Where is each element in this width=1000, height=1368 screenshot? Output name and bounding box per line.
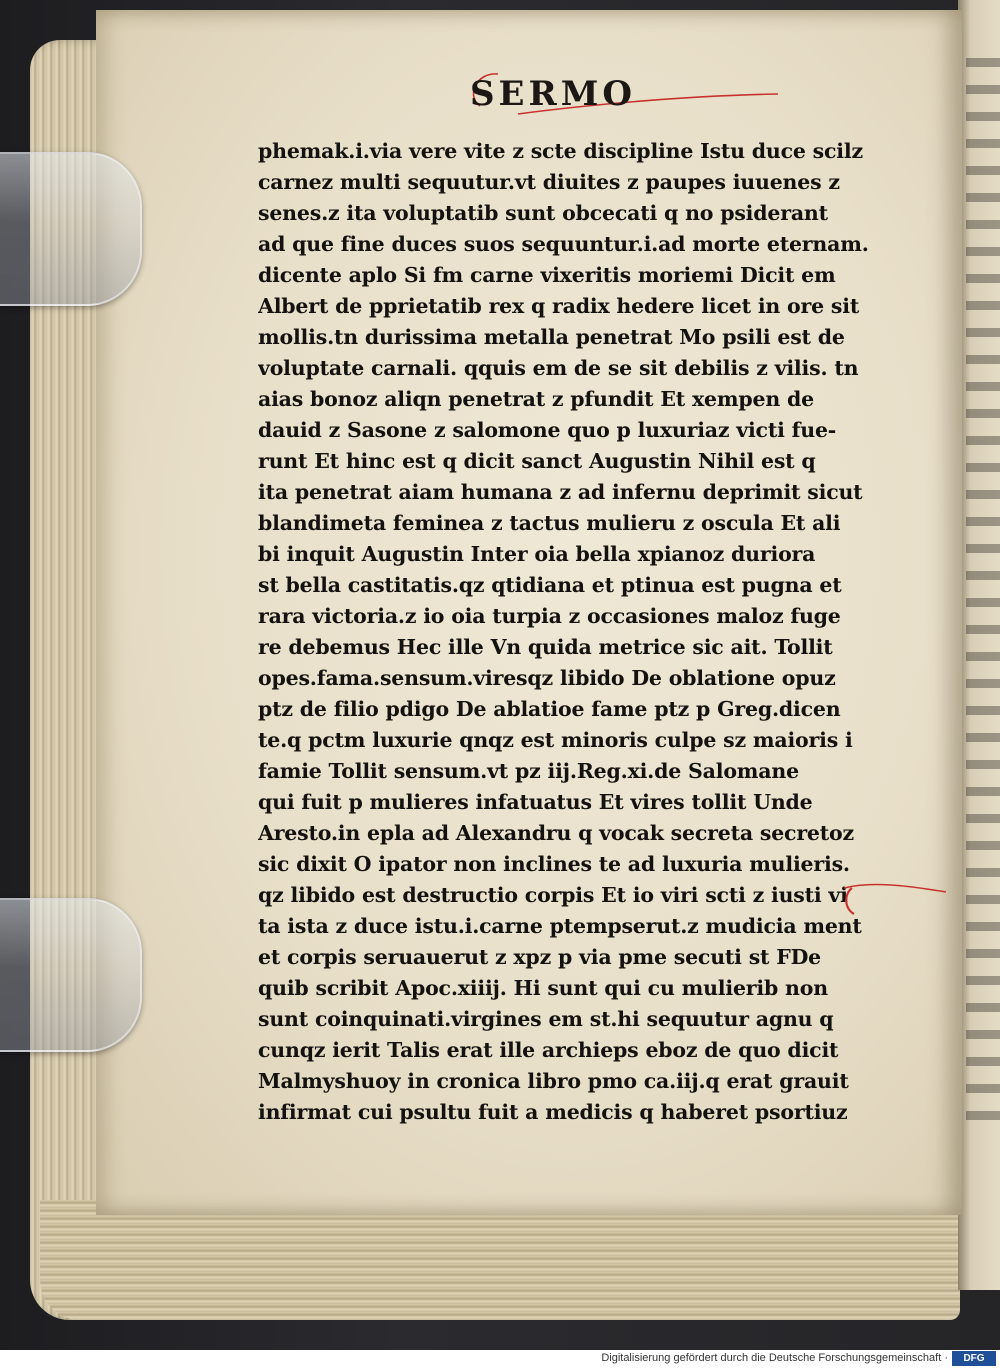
text-line: blandimeta feminea z tactus mulieru z oscula Et ali: [258, 511, 841, 535]
text-column: [258, 136, 908, 1128]
text-line: re debemus Hec ille Vn quida metrice sic ait. Tollit: [258, 635, 833, 659]
text-line: famie Tollit sensum.vt pz iij.Reg.xi.de Salomane: [258, 759, 799, 783]
text-line: ta ista z duce istu.i.carne ptempserut.z mudicia ment: [258, 914, 862, 938]
text-line: te.q pctm luxurie qnqz est minoris culpe sz maioris i: [258, 728, 853, 752]
text-line: ita penetrat aiam humana z ad infernu deprimit sicut: [258, 480, 863, 504]
text-line: ad que fine duces suos sequuntur.i.ad morte eternam.: [258, 232, 869, 256]
text-line: runt Et hinc est q dicit sanct Augustin Nihil est q: [258, 449, 816, 473]
text-line: dicente aplo Si fm carne vixeritis moriemi Dicit em: [258, 263, 836, 287]
page-bottom-edges: [40, 1200, 960, 1320]
text-line: quib scribit Apoc.xiiij. Hi sunt qui cu mulierib non: [258, 976, 828, 1000]
text-line: ptz de filio pdigo De ablatioe fame ptz p Greg.dicen: [258, 697, 841, 721]
text-line: et corpis seruauerut z xpz p via pme secuti st FDe: [258, 945, 822, 969]
facing-page-text: [966, 40, 1000, 1120]
footer-credit: Digitalisierung gefördert durch die Deutsche Forschungsgemeinschaft ·: [601, 1352, 948, 1364]
text-line: dauid z Sasone z salomone quo p luxuriaz victi fue-: [258, 418, 837, 442]
text-line: phemak.i.via vere vite z scte discipline Istu duce scilz: [258, 139, 863, 163]
text-line: sic dixit O ipator non inclines te ad luxuria mulieris.: [258, 852, 850, 876]
text-line: sunt coinquinati.virgines em st.hi sequutur agnu q: [258, 1007, 834, 1031]
text-line: mollis.tn durissima metalla penetrat Mo psili est de: [258, 325, 845, 349]
text-line: carnez multi sequutur.vt diuites z paupes iuuenes z: [258, 170, 840, 194]
text-line: qz libido est destructio corpis Et io viri scti z iusti vi: [258, 883, 848, 907]
text-line: voluptate carnali. qquis em de se sit debilis z vilis. tn: [258, 356, 859, 380]
book-clamp-bottom: [0, 898, 142, 1052]
text-line: Albert de pprietatib rex q radix hedere licet in ore sit: [258, 294, 860, 318]
text-line: aias bonoz aliqn penetrat z pfundit Et xempen de: [258, 387, 814, 411]
text-line: qui fuit p mulieres infatuatus Et vires tollit Unde: [258, 790, 813, 814]
text-line: Aresto.in epla ad Alexandru q vocak secreta secretoz: [258, 821, 854, 845]
book-clamp-top: [0, 152, 142, 306]
text-line: opes.fama.sensum.viresqz libido De oblatione opuz: [258, 666, 836, 690]
text-line: cunqz ierit Talis erat ille archieps eboz de quo dicit: [258, 1038, 839, 1062]
text-line: infirmat cui psultu fuit a medicis q haberet psortiuz: [258, 1100, 848, 1124]
text-line: bi inquit Augustin Inter oia bella xpianoz duriora: [258, 542, 816, 566]
text-line: senes.z ita voluptatib sunt obcecati q no psiderant: [258, 201, 828, 225]
rubric-paragraph-mark: [838, 878, 948, 918]
text-line: st bella castitatis.qz qtidiana et ptinua est pugna et: [258, 573, 842, 597]
text-line: rara victoria.z io oia turpia z occasiones maloz fuge: [258, 604, 841, 628]
running-head: SERMO: [470, 74, 636, 114]
dfg-logo: DFG: [952, 1351, 996, 1366]
text-line: Malmyshuoy in cronica libro pmo ca.iij.q erat grauit: [258, 1069, 849, 1093]
